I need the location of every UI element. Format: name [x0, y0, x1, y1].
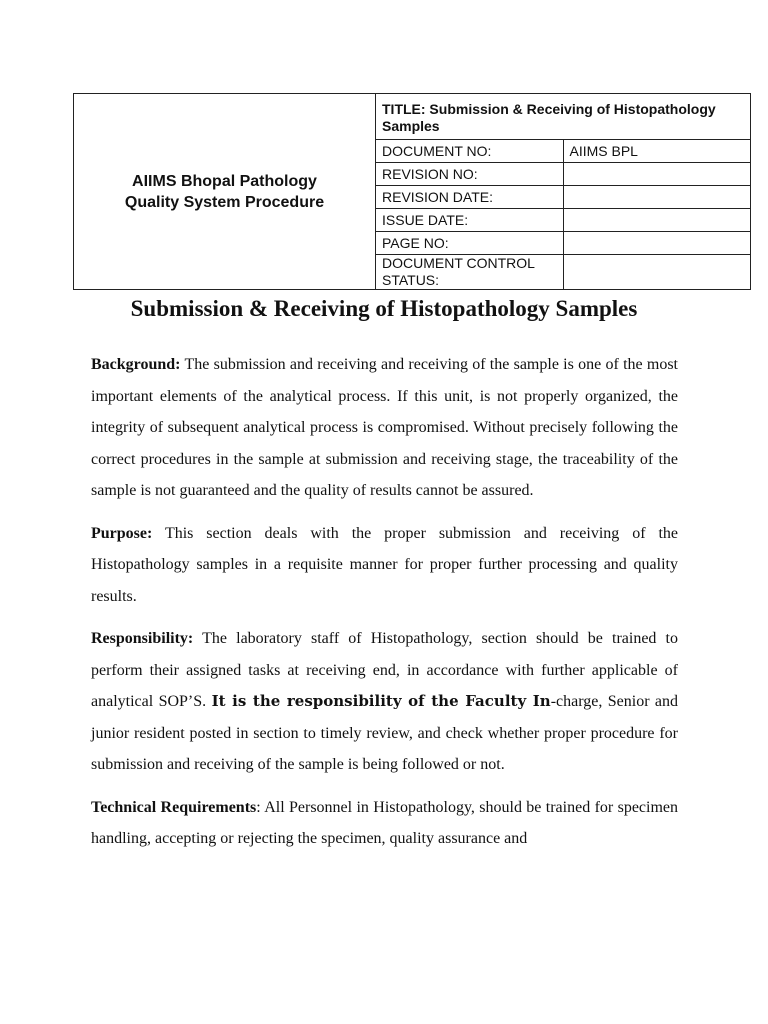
issue-date-value [563, 209, 751, 232]
document-no-value: AIIMS BPL [563, 140, 751, 163]
document-body [91, 349, 678, 866]
document-control-status-value [563, 255, 751, 290]
purpose-text: This section deals with the proper submission and receiving of the Histopathology samples in a requisite manner for proper further processing and quality results. [91, 524, 678, 605]
background-paragraph [91, 349, 678, 507]
purpose-paragraph [91, 518, 678, 613]
issue-date-label: ISSUE DATE: [376, 209, 564, 232]
background-heading: Background: [91, 356, 181, 373]
responsibility-heading: Responsibility: [91, 630, 194, 647]
document-control-status-label: DOCUMENT CONTROL STATUS: [376, 255, 564, 290]
document-header-table [73, 93, 751, 290]
purpose-heading: Purpose: [91, 524, 153, 542]
technical-text: : All Personnel in Histopathology, should be trained for specimen handling, accepting or rejecting the specimen, quality assurance and [91, 798, 679, 847]
document-title: Submission & Receiving of Histopathology Samples [130, 296, 638, 321]
page-no-label: PAGE NO: [376, 232, 564, 255]
responsibility-text-a: The laboratory staff of Histopathology, section should be trained to perform their assigned tasks at receiving end, in accordance with further applicable of analytical SOP’S. [91, 630, 678, 710]
revision-no-value [563, 163, 751, 186]
responsibility-text-b: -charge, Senior and junior resident posted in section to timely review, and check whether proper procedure for submission and receiving of the sample is being followed or not. [91, 693, 679, 773]
organization-name: AIIMS Bhopal Pathology [132, 172, 317, 190]
background-text: The submission and receiving and receiving of the sample is one of the most important elements of the analytical process. If this unit, is not properly organized, the integrity of subsequent analytical process is compromised. Without precisely following the correct procedures in the sample at submission and receiving stage, the traceability of the sample is not guaranteed and the quality of results cannot be assured. [91, 356, 678, 499]
responsibility-paragraph [91, 623, 678, 781]
revision-date-value [563, 186, 751, 209]
procedure-type: Quality System Procedure [124, 193, 325, 211]
revision-no-label: REVISION NO: [376, 163, 564, 186]
revision-date-label: REVISION DATE: [376, 186, 564, 209]
technical-paragraph [91, 792, 678, 855]
organization-cell [74, 94, 376, 290]
title-cell: TITLE: Submission & Receiving of Histopathology Samples [376, 94, 751, 140]
document-no-label: DOCUMENT NO: [376, 140, 564, 163]
technical-heading: Technical Requirements [91, 798, 257, 816]
responsibility-emphasis: It is the responsibility of the Faculty In [211, 692, 551, 710]
page-no-value [563, 232, 751, 255]
